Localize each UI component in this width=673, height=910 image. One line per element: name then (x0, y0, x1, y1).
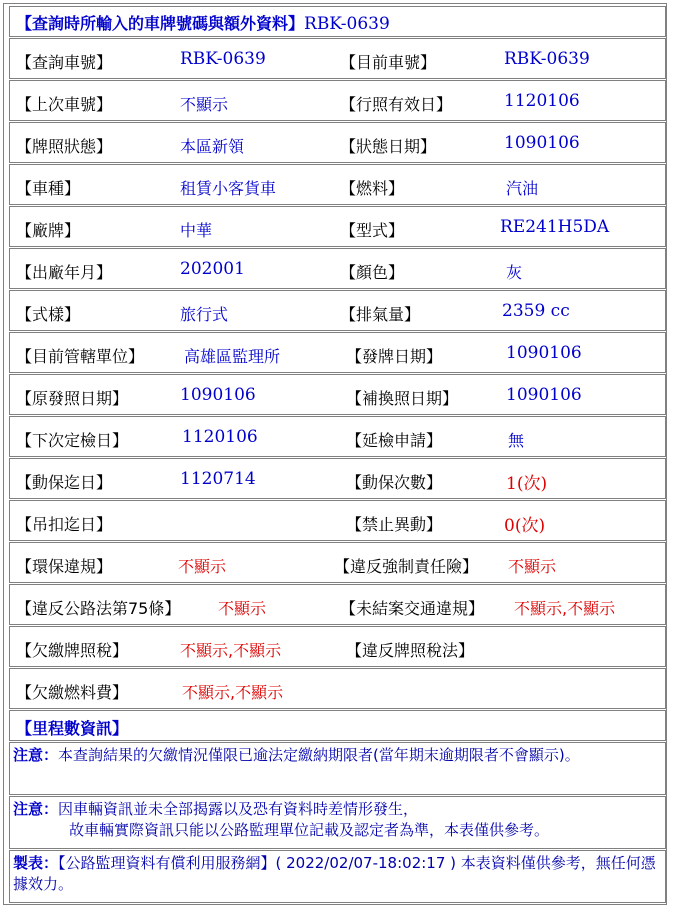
movable-lien-until-value: 1120714 (180, 469, 256, 489)
row-violations-2 (9, 584, 666, 625)
plate-status-label: 【牌照狀態】 (16, 137, 113, 156)
row-violations-1 (9, 542, 666, 583)
movable-lien-count-value: 1(次) (506, 474, 548, 494)
title-label: 【查詢時所輸入的車牌號碼與額外資料】 (16, 14, 305, 33)
fuel-value: 汽油 (506, 179, 539, 198)
road-law-75-label: 【違反公路法第75條】 (16, 599, 181, 618)
env-violation-value: 不顯示 (178, 557, 227, 576)
row-body-style (9, 290, 666, 331)
plate-status-value: 本區新領 (180, 137, 245, 156)
manufacture-label: 【出廠年月】 (16, 263, 113, 282)
transfer-ban-label: 【禁止異動】 (346, 515, 443, 534)
color-value: 灰 (506, 263, 523, 282)
unpaid-fuel-fee-value: 不顯示,不顯示 (182, 683, 284, 702)
current-plate-value: RBK-0639 (504, 49, 590, 69)
row-plate (9, 38, 666, 79)
row-vehicle-type (9, 164, 666, 205)
row-plate-status (9, 122, 666, 163)
row-brand (9, 206, 666, 247)
original-issue-label: 【原發照日期】 (16, 389, 129, 408)
footer-label: 製表： (13, 854, 59, 872)
row-suspension (9, 500, 666, 541)
inspection-extension-value: 無 (508, 431, 525, 450)
original-issue-value: 1090106 (180, 385, 256, 405)
jurisdiction-label: 【目前管轄單位】 (16, 347, 145, 366)
license-valid-label: 【行照有效日】 (340, 95, 453, 114)
insurance-violation-label: 【違反強制責任險】 (334, 557, 479, 576)
vehicle-type-value: 租賃小客貨車 (180, 179, 277, 198)
issue-date-value: 1090106 (506, 343, 582, 363)
unsettled-traffic-value: 不顯示,不顯示 (514, 599, 616, 618)
model-label: 【型式】 (340, 221, 405, 240)
row-original-issue (9, 374, 666, 415)
manufacture-value: 202001 (180, 259, 245, 279)
next-inspection-value: 1120106 (182, 427, 258, 447)
body-style-value: 旅行式 (180, 305, 229, 324)
status-date-value: 1090106 (504, 133, 580, 153)
brand-value: 中華 (180, 221, 213, 240)
unpaid-fuel-fee-label: 【欠繳燃料費】 (16, 683, 129, 702)
note2 (13, 799, 661, 841)
unsettled-traffic-label: 【未結案交通違規】 (340, 599, 485, 618)
row-movable-lien (9, 458, 666, 499)
unpaid-license-tax-value: 不顯示,不顯示 (180, 641, 282, 660)
brand-label: 【廠牌】 (16, 221, 81, 240)
license-valid-value: 1120106 (504, 91, 580, 111)
current-plate-label: 【目前車號】 (340, 53, 437, 72)
row-jurisdiction (9, 332, 666, 373)
movable-lien-until-label: 【動保迄日】 (16, 473, 113, 492)
fuel-label: 【燃料】 (340, 179, 405, 198)
query-plate-value: RBK-0639 (180, 49, 266, 69)
title-row (9, 6, 666, 37)
reissue-value: 1090106 (506, 385, 582, 405)
note1 (13, 745, 661, 766)
row-last-plate (9, 80, 666, 121)
last-plate-label: 【上次車號】 (16, 95, 113, 114)
note2-line1: 因車輛資訊並未全部揭露以及恐有資料時差情形發生， (58, 800, 419, 818)
note1-label: 注意： (13, 746, 59, 764)
query-plate-label: 【查詢車號】 (16, 53, 113, 72)
displacement-label: 【排氣量】 (340, 305, 421, 324)
title-plate: RBK-0639 (304, 14, 390, 34)
license-tax-violation-label: 【違反牌照稅法】 (346, 641, 475, 660)
footer-row (9, 850, 666, 903)
movable-lien-count-label: 【動保次數】 (346, 473, 443, 492)
mileage-row (9, 710, 666, 741)
road-law-75-value: 不顯示 (218, 599, 267, 618)
body-style-label: 【式樣】 (16, 305, 81, 324)
transfer-ban-value: 0(次) (504, 516, 546, 536)
note1-row (9, 742, 666, 795)
reissue-label: 【補換照日期】 (346, 389, 459, 408)
vehicle-type-label: 【車種】 (16, 179, 81, 198)
next-inspection-label: 【下次定檢日】 (16, 431, 129, 450)
env-violation-label: 【環保違規】 (16, 557, 113, 576)
jurisdiction-value: 高雄區監理所 (184, 347, 281, 366)
row-license-tax (9, 626, 666, 667)
note2-label: 注意： (13, 800, 59, 818)
inspection-extension-label: 【延檢申請】 (346, 431, 443, 450)
unpaid-license-tax-label: 【欠繳牌照稅】 (16, 641, 129, 660)
color-label: 【顏色】 (340, 263, 405, 282)
footer-text: 【公路監理資料有償利用服務網】( 2022/02/07-18:02:17 ) 本表資料僅供參考，無任何憑據效力。 (13, 854, 656, 893)
footer-note (13, 853, 661, 895)
issue-date-label: 【發牌日期】 (346, 347, 443, 366)
model-value: RE241H5DA (500, 217, 610, 237)
row-manufacture (9, 248, 666, 289)
displacement-value: 2359 cc (502, 301, 570, 321)
suspension-label: 【吊扣迄日】 (16, 515, 113, 534)
status-date-label: 【狀態日期】 (340, 137, 437, 156)
note2-row (9, 796, 666, 849)
insurance-violation-value: 不顯示 (508, 557, 557, 576)
note2-line2: 故車輛實際資訊只能以公路監理單位記載及認定者為準，本表僅供參考。 (69, 821, 550, 839)
mileage-header: 【里程數資訊】 (16, 719, 129, 738)
note1-text: 本查詢結果的欠繳情況僅限已逾法定繳納期限者(當年期末逾期限者不會顯示)。 (58, 746, 580, 764)
row-fuel-fee (9, 668, 666, 709)
last-plate-value: 不顯示 (180, 95, 229, 114)
row-inspection (9, 416, 666, 457)
